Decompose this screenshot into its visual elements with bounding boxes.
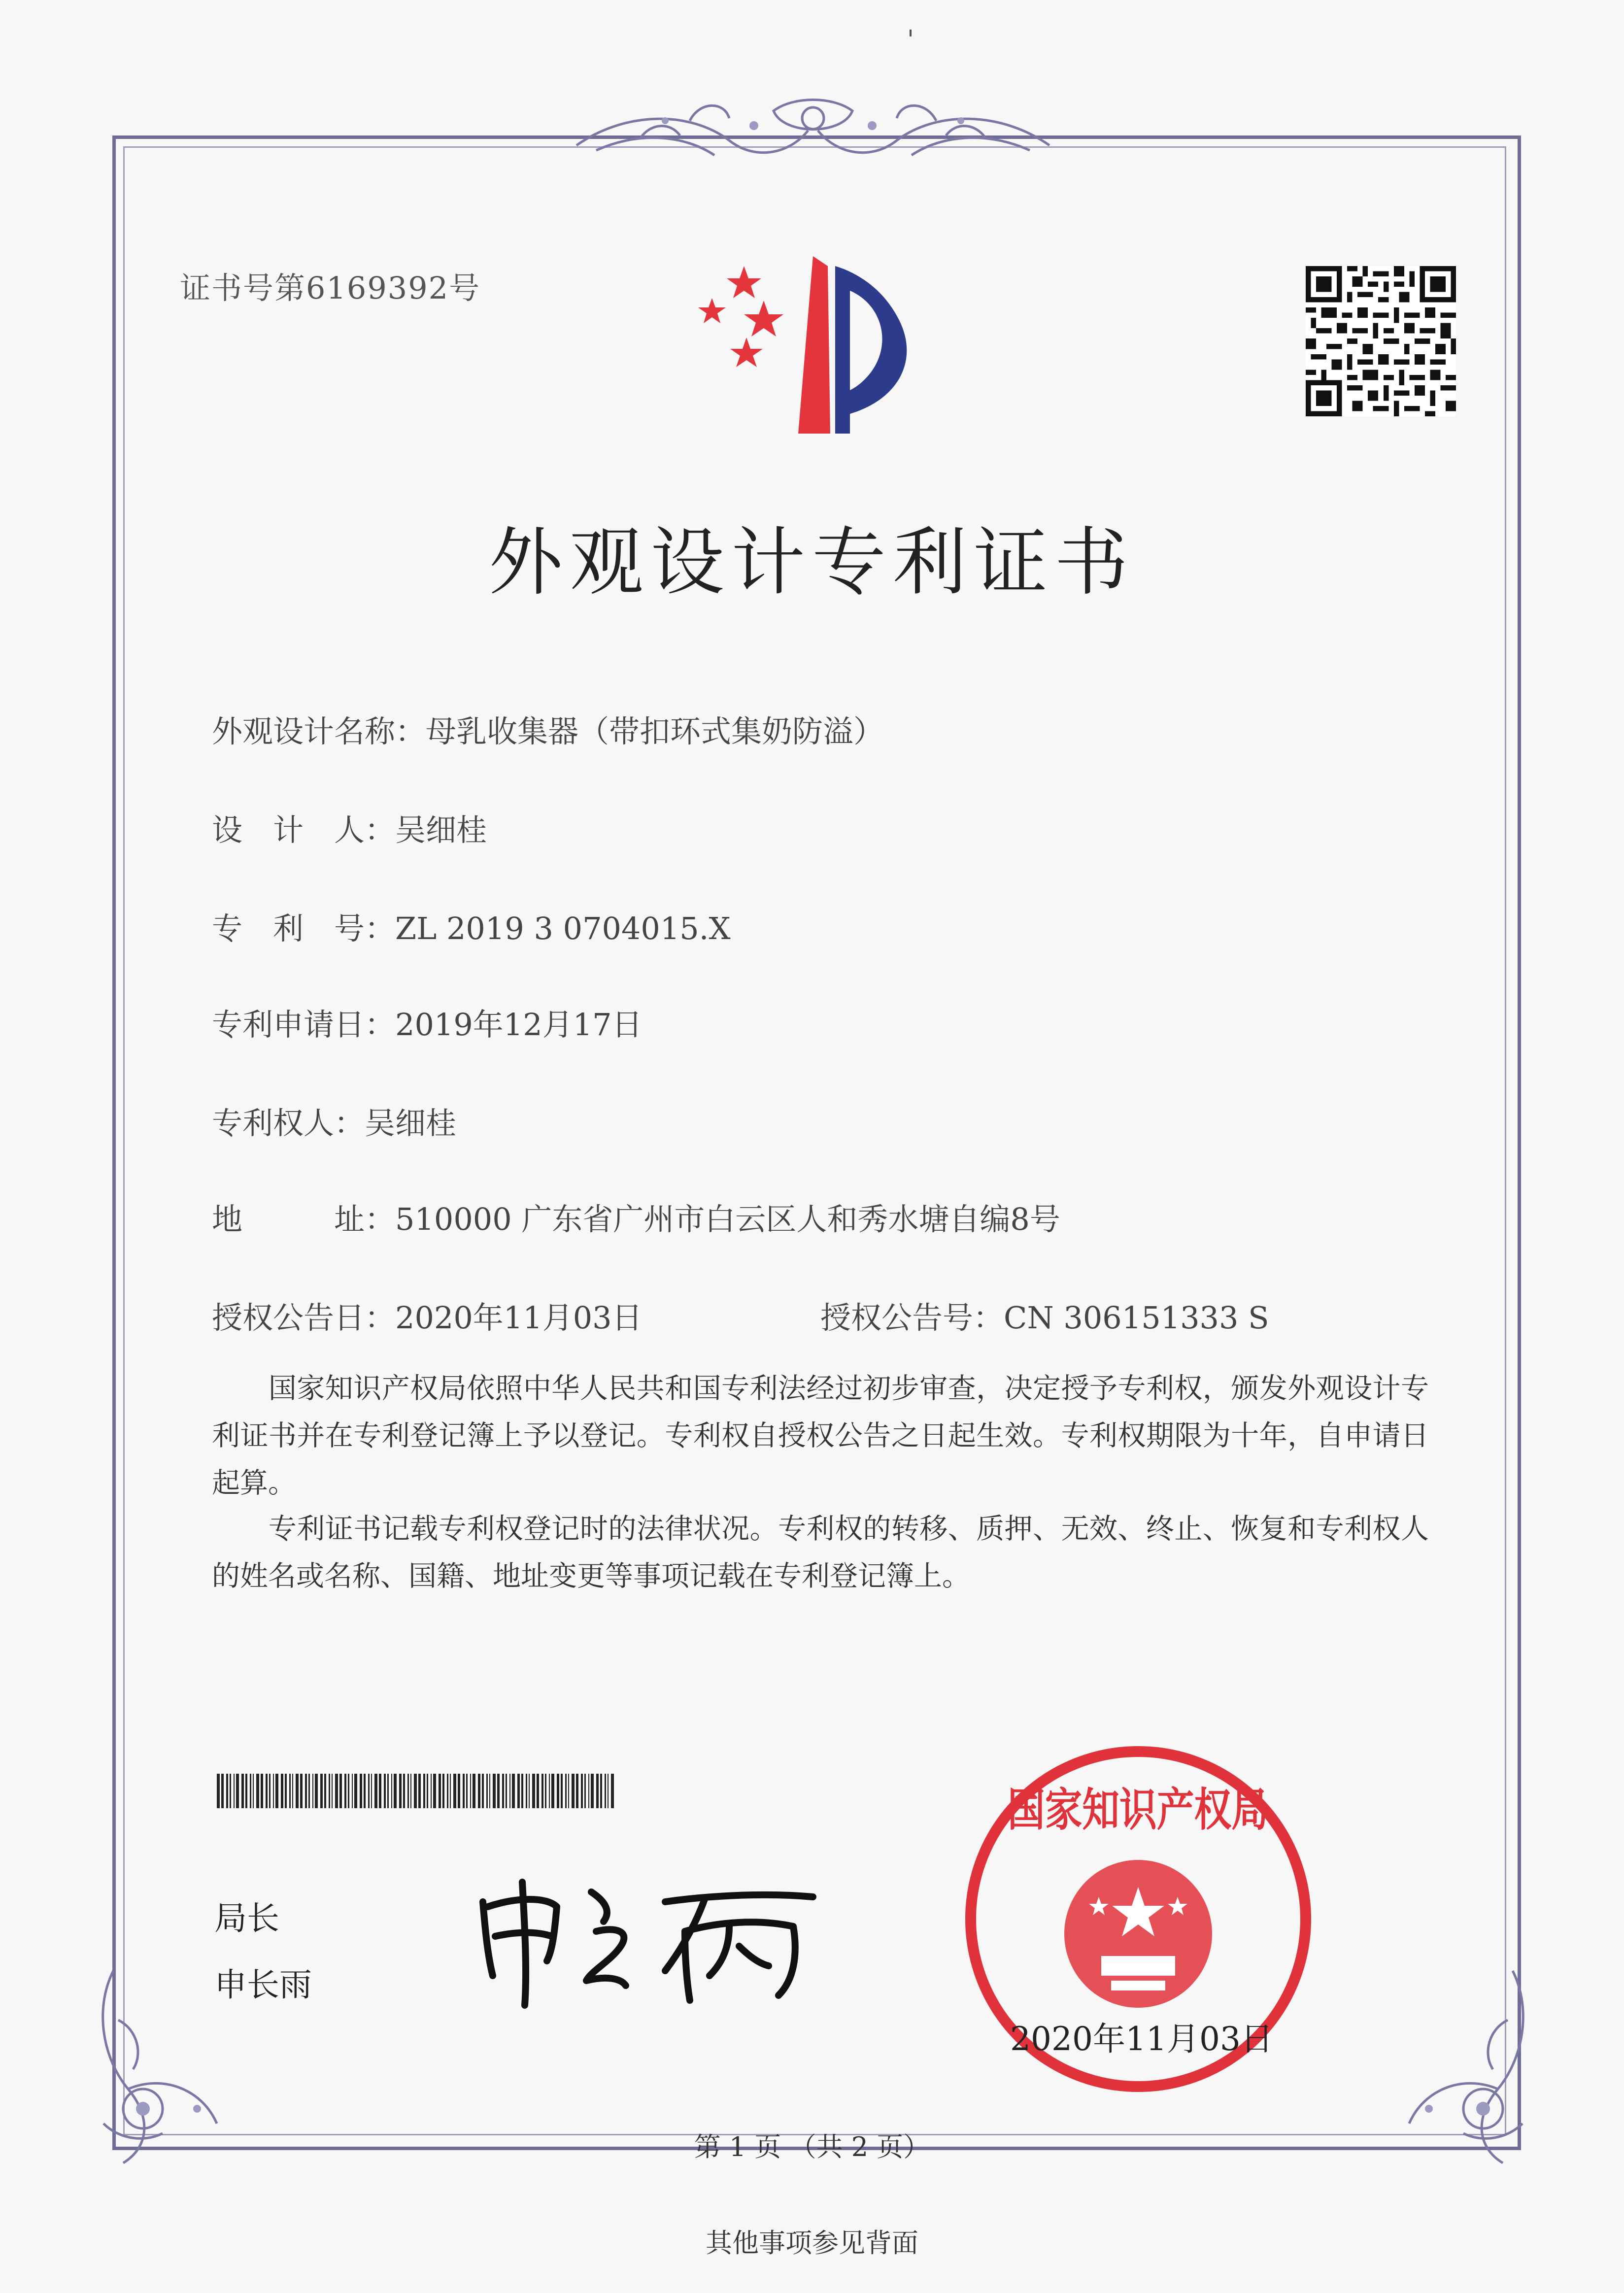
field-value: 吴细桂 xyxy=(395,812,487,848)
field-label: 专利权人： xyxy=(212,1105,365,1141)
footer-note: 其他事项参见背面 xyxy=(706,2227,918,2259)
field-label: 授权公告日： xyxy=(212,1300,396,1336)
field-patent-number xyxy=(212,904,731,948)
seal-date: 2020年11月03日 xyxy=(1010,2020,1273,2058)
field-patentee xyxy=(212,1099,456,1143)
field-filing-date xyxy=(212,1000,643,1044)
certificate-title: 外观设计专利证书 xyxy=(488,520,1135,606)
field-designer xyxy=(212,806,487,849)
field-label: 外观设计名称： xyxy=(212,713,426,749)
field-label: 授权公告号： xyxy=(820,1300,1004,1336)
field-design-name xyxy=(212,707,884,751)
field-value: 吴细桂 xyxy=(365,1105,457,1141)
director-title: 局长 xyxy=(214,1899,279,1937)
field-label: 专 利 号： xyxy=(212,910,396,946)
cnipa-logo-icon xyxy=(687,251,944,438)
field-value: 2019年12月17日 xyxy=(395,1007,643,1043)
director-signature-icon xyxy=(473,1862,828,2010)
field-value: 母乳收集器（带扣环式集奶防溢） xyxy=(426,713,884,749)
field-label: 地 址： xyxy=(212,1201,396,1237)
field-value: ZL 2019 3 0704015.X xyxy=(395,910,731,946)
seal-text: 国家知识产权局 xyxy=(1008,1783,1269,1836)
barcode-icon xyxy=(217,1774,616,1808)
director-name: 申长雨 xyxy=(214,1966,312,2004)
qr-code-icon xyxy=(1306,266,1456,416)
page-indicator: 第 1 页 （共 2 页） xyxy=(694,2131,930,2162)
field-value: 2020年11月03日 xyxy=(395,1300,643,1336)
field-address xyxy=(212,1195,1060,1239)
body-paragraph-1: 国家知识产权局依照中华人民共和国专利法经过初步审查，决定授予专利权，颁发外观设计专利证书并在专利登记簿上予以登记。专利权自授权公告之日起生效。专利权期限为十年，自申请日起算。 xyxy=(212,1372,1429,1499)
field-value: CN 306151333 S xyxy=(1004,1300,1269,1336)
field-label: 专利申请日： xyxy=(212,1007,396,1043)
field-label: 设 计 人： xyxy=(212,812,396,848)
scan-mark xyxy=(910,30,912,36)
field-grant-number xyxy=(820,1293,1269,1337)
certificate-number: 证书号第6169392号 xyxy=(180,270,481,306)
field-value: 510000 广东省广州市白云区人和秀水塘自编8号 xyxy=(395,1201,1060,1237)
body-paragraph-2: 专利证书记载专利权登记时的法律状况。专利权的转移、质押、无效、终止、恢复和专利权人的姓名或名称、国籍、地址变更等事项记载在专利登记簿上。 xyxy=(212,1513,1429,1592)
field-grant-date xyxy=(212,1293,643,1337)
top-ornament-icon xyxy=(567,91,1059,180)
